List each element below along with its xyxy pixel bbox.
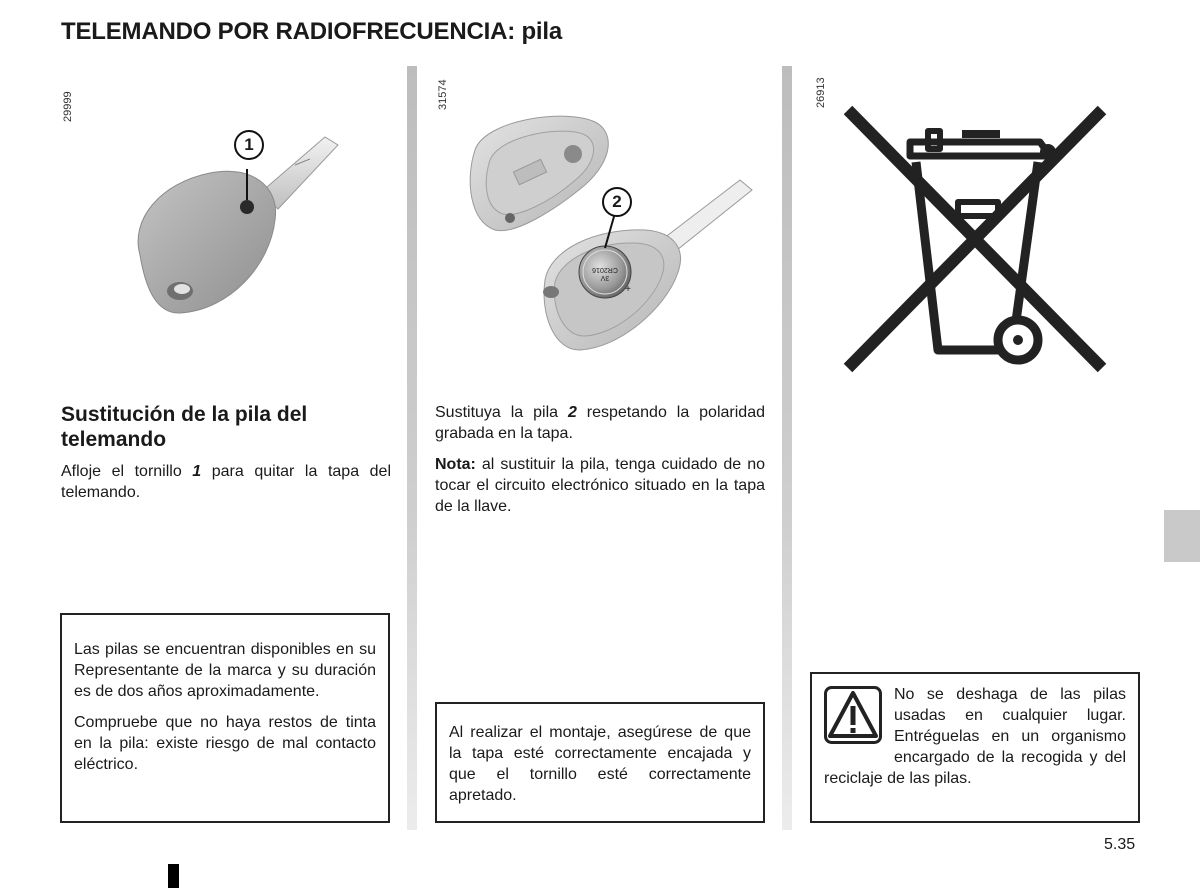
text: respetando la polaridad grabada en la tapa. (435, 404, 765, 442)
column-divider (782, 66, 792, 830)
battery-marking: 3V (600, 274, 610, 281)
warning-triangle-icon (824, 686, 882, 744)
col1-paragraph (61, 461, 391, 513)
chapter-tab (1164, 510, 1200, 562)
info-paragraph: Al realizar el montaje, asegúrese de que la tapa esté correctamente encajada y que el tornillo esté correctamente apretado. (449, 724, 751, 804)
page-number: 5.35 (1104, 836, 1136, 853)
callout-1: 1 (234, 130, 264, 160)
note-label: Nota: (435, 456, 476, 473)
figure-code: 31574 (437, 79, 449, 110)
open-key-fob-illustration (455, 110, 765, 360)
text: al sustituir la pila, tenga cuidado de no tocar el circuito electrónico situado en la tapa de la llave. (435, 456, 765, 515)
figure-code: 26913 (815, 77, 827, 108)
text: Afloje el tornillo (61, 463, 193, 480)
text: para quitar la tapa del telemando. (61, 463, 391, 501)
warning-box (810, 672, 1140, 823)
text: Sustituya la pila (435, 404, 568, 421)
callout-2: 2 (602, 187, 632, 217)
info-paragraph: Las pilas se encuentran disponibles en su Representante de la marca y su duración es de dos años aproximadamente. (74, 641, 376, 700)
section-heading: Sustitución de la pila del telemando (61, 403, 308, 451)
info-box (60, 613, 390, 823)
ref-number: 2 (567, 404, 577, 421)
info-box (435, 702, 765, 823)
figure-code: 29999 (62, 91, 74, 122)
ref-number: 1 (192, 463, 202, 480)
page-title: TELEMANDO POR RADIOFRECUENCIA: pila (61, 18, 563, 45)
info-paragraph: Compruebe que no haya restos de tinta en la pila: existe riesgo de mal contacto eléctrico. (74, 714, 376, 773)
battery-marking: CR2016 (592, 266, 618, 273)
column-divider (407, 66, 417, 830)
crossed-out-bin-icon (840, 100, 1110, 375)
col2-paragraphs (435, 402, 765, 527)
margin-mark (168, 864, 179, 888)
battery-marking: + (625, 284, 631, 295)
warning-text: No se deshaga de las pilas usadas en cualquier lugar. Entréguelas en un organismo encargado de la recogida y del reciclaje de las pilas. (824, 686, 1126, 787)
